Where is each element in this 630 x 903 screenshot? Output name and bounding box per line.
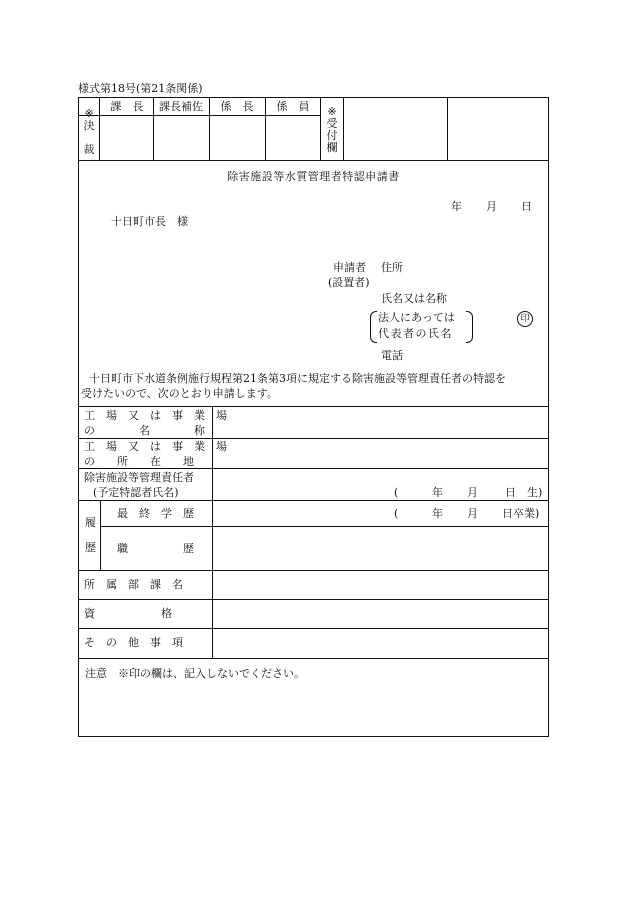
approval-col-line	[320, 97, 321, 160]
factory-location-label-1: 工 場 又 は 事 業 場	[84, 440, 227, 453]
seal-mark: 印	[517, 311, 533, 327]
approval-col-line	[153, 97, 154, 160]
table-row-line	[100, 526, 549, 527]
birth-year: 年	[432, 486, 443, 499]
role-section-chief: 課 長	[110, 100, 144, 113]
decision-label: ※ 決 裁	[83, 107, 95, 156]
addressee: 十日町市長 様	[111, 215, 188, 228]
date-year: 年	[451, 200, 462, 213]
table-row-line	[78, 438, 549, 439]
applicant-sub-label: (設置者)	[328, 276, 370, 289]
table-row-line	[78, 658, 549, 659]
approval-col-line	[99, 97, 100, 160]
table-row-line	[78, 468, 549, 469]
approval-col-line	[447, 97, 448, 160]
receipt-label: ※ 受 付 欄	[326, 105, 338, 154]
approval-col-line	[343, 97, 344, 160]
applicant-label: 申請者	[333, 261, 366, 274]
education-graduation: 日卒業)	[502, 507, 540, 520]
table-row-line	[78, 500, 549, 501]
history-col-line	[100, 500, 101, 570]
corp-note-line1: 法人にあっては	[378, 311, 455, 324]
name-label: 氏名又は名称	[381, 292, 447, 305]
factory-name-label-2: の 名 称	[84, 424, 205, 437]
date-month: 月	[486, 200, 497, 213]
role-subsection-chief: 係 長	[220, 100, 254, 113]
body-text-line1: 十日町市下水道条例施行規程第21条第3項に規定する除害施設等管理責任者の特認を	[89, 372, 506, 385]
corp-note-line2: 代表者の氏名	[378, 327, 453, 340]
phone-label: 電話	[381, 349, 403, 362]
manager-label-1: 除害施設等管理責任者	[84, 471, 194, 484]
date-day: 日	[521, 200, 532, 213]
department-label: 所 属 部 課 名	[84, 578, 183, 591]
approval-col-line	[265, 97, 266, 160]
approval-col-line	[209, 97, 210, 160]
factory-location-label-2: の 所 在 地	[84, 455, 194, 468]
form-number: 様式第18号(第21条関係)	[78, 82, 203, 95]
education-open: (	[394, 507, 399, 520]
history-label-1: 履	[85, 516, 96, 529]
right-bracket	[466, 311, 473, 343]
note-text: 注意 ※印の欄は、記入しないでください。	[85, 667, 305, 680]
approval-header-divider	[78, 115, 320, 116]
body-text-line2: 受けたいので、次のとおり申請します。	[81, 387, 278, 400]
role-deputy-chief: 課長補佐	[159, 100, 203, 113]
history-label-2: 歴	[85, 541, 96, 554]
approval-bottom-line	[78, 160, 549, 161]
birth-month: 月	[467, 486, 478, 499]
form-title: 除害施設等水質管理者特認申請書	[227, 170, 400, 183]
table-row-line	[78, 599, 549, 600]
qualification-label: 資 格	[84, 607, 172, 620]
table-row-line	[78, 628, 549, 629]
education-label: 最 終 学 歴	[117, 507, 194, 520]
role-staff: 係 員	[276, 100, 310, 113]
table-top-line	[78, 406, 549, 407]
career-label: 職 歴	[117, 542, 194, 555]
education-month: 月	[467, 507, 478, 520]
left-bracket	[370, 311, 377, 343]
table-row-line	[78, 570, 549, 571]
education-year: 年	[432, 507, 443, 520]
address-label: 住所	[381, 261, 403, 274]
birth-day: 日 生)	[505, 486, 543, 499]
manager-label-2: (予定特認者氏名)	[93, 486, 179, 499]
other-matters-label: そ の 他 事 項	[84, 636, 183, 649]
birth-open: (	[394, 486, 399, 499]
factory-name-label-1: 工 場 又 は 事 業 場	[84, 409, 227, 422]
